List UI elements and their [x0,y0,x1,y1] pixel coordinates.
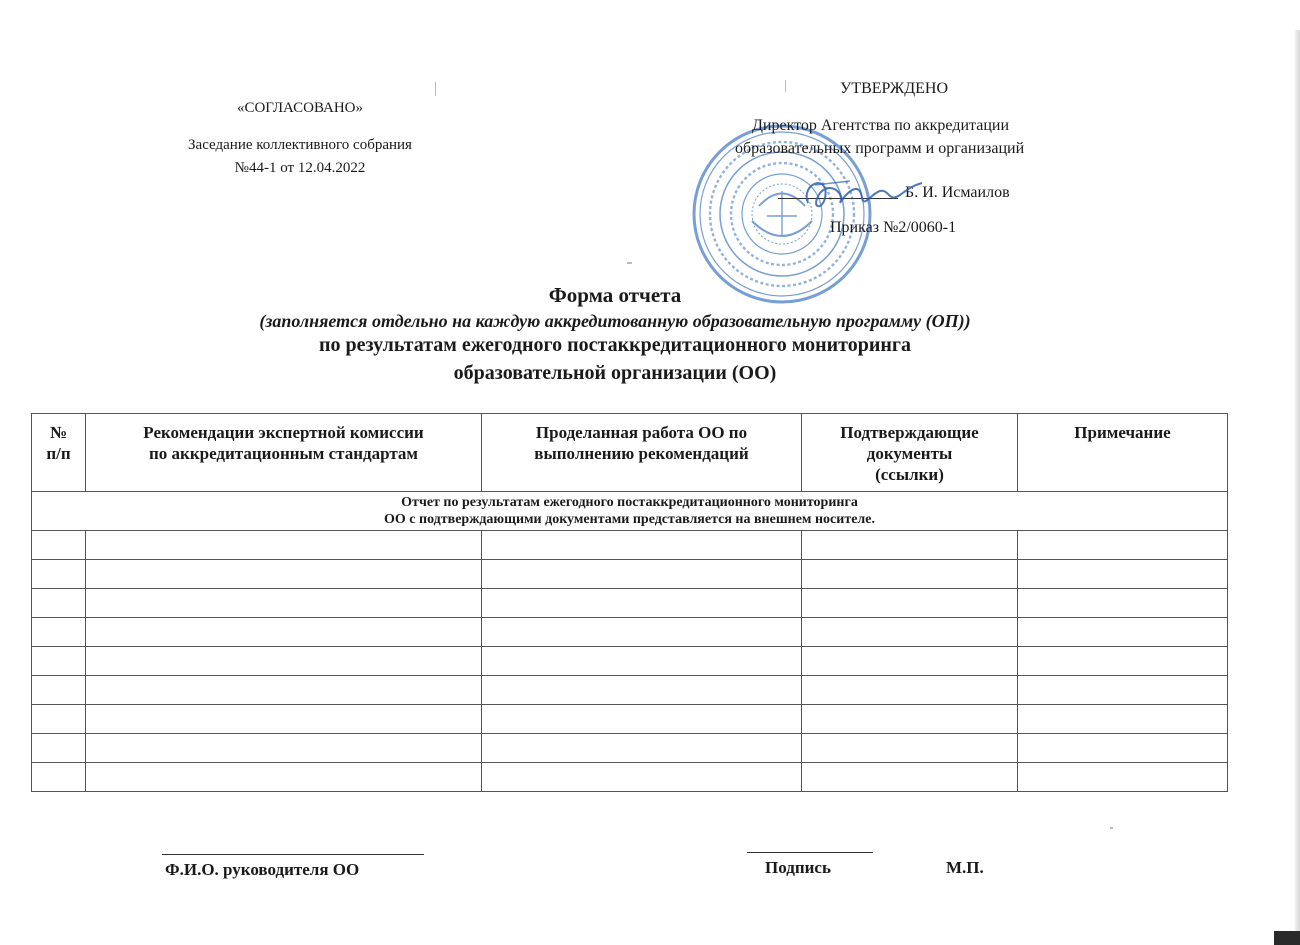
table-row [32,589,1228,618]
table-row [32,531,1228,560]
table-cell[interactable] [1018,560,1228,589]
table-cell[interactable] [32,647,86,676]
table-cell[interactable] [86,531,482,560]
header-number: № п/п [32,414,86,492]
approved-signatory-name: Б. И. Исмаилов [905,184,1010,201]
manager-name-label: Ф.И.О. руководителя ОО [165,860,360,879]
scan-mark [1110,827,1113,829]
table-cell[interactable] [802,763,1018,792]
agreed-meeting: Заседание коллективного собрания [188,137,412,153]
manager-name-line [162,854,424,855]
table-cell[interactable] [86,763,482,792]
table-cell[interactable] [1018,618,1228,647]
table-cell[interactable] [1018,734,1228,763]
signature-line [747,852,873,853]
header-notes: Примечание [1018,414,1228,492]
notice-row [32,492,1228,531]
scan-corner [1274,931,1300,945]
table-cell[interactable] [482,618,802,647]
table-cell[interactable] [86,676,482,705]
approved-title: УТВЕРЖДЕНО [840,80,949,97]
scan-mark [435,82,436,96]
table-cell[interactable] [32,531,86,560]
table-row [32,676,1228,705]
header-supporting-documents: Подтверждающие документы (ссылки) [802,414,1018,492]
table-row [32,705,1228,734]
approved-order-number: Приказ №2/0060-1 [830,219,957,236]
table-row [32,560,1228,589]
table-cell[interactable] [1018,589,1228,618]
approved-position: Директор Агентства по аккредитации [752,117,1009,134]
table-cell[interactable] [1018,676,1228,705]
table-cell[interactable] [86,647,482,676]
header-work-done: Проделанная работа ОО по выполнению рекомендаций [482,414,802,492]
table-cell[interactable] [32,618,86,647]
table-cell[interactable] [802,676,1018,705]
form-heading-line1: по результатам ежегодного постаккредитационного мониторинга [318,334,911,356]
table-cell[interactable] [32,705,86,734]
table-cell[interactable] [1018,763,1228,792]
table-cell[interactable] [32,589,86,618]
table-cell[interactable] [482,589,802,618]
scan-mark [627,262,632,264]
table-row [32,618,1228,647]
table-cell[interactable] [1018,647,1228,676]
table-cell[interactable] [802,618,1018,647]
signature-icon [790,163,930,223]
scan-mark [785,80,786,92]
table-cell[interactable] [482,676,802,705]
table-cell[interactable] [1018,531,1228,560]
agreed-title: «СОГЛАСОВАНО» [236,100,364,116]
table-cell[interactable] [86,705,482,734]
table-row [32,763,1228,792]
header-recommendations: Рекомендации экспертной комиссии по аккредитационным стандартам [86,414,482,492]
form-title: Форма отчета [548,283,682,307]
approved-agency: образовательных программ и организаций [735,140,1025,157]
table-cell[interactable] [32,676,86,705]
table-cell[interactable] [32,560,86,589]
table-cell[interactable] [802,531,1018,560]
report-table [31,413,1228,792]
signature-label: Подпись [765,858,831,877]
table-cell[interactable] [32,763,86,792]
table-cell[interactable] [802,705,1018,734]
table-cell[interactable] [482,531,802,560]
table-cell[interactable] [802,647,1018,676]
table-cell[interactable] [482,734,802,763]
seal-place-label: М.П. [946,858,984,877]
table-row [32,734,1228,763]
form-subtitle: (заполняется отдельно на каждую аккредитованную образовательную программу (ОП)) [259,311,971,331]
table-cell[interactable] [482,647,802,676]
table-cell[interactable] [86,618,482,647]
table-cell[interactable] [482,560,802,589]
table-cell[interactable] [86,560,482,589]
table-cell[interactable] [32,734,86,763]
scan-edge [1294,30,1300,945]
agreed-protocol: №44-1 от 12.04.2022 [234,160,366,176]
notice-cell: Отчет по результатам ежегодного постаккредитационного мониторинга ОО с подтверждающими документами представляется на внешнем носителе. [32,492,1228,531]
table-cell[interactable] [482,705,802,734]
table-row [32,647,1228,676]
table-cell[interactable] [482,763,802,792]
table-cell[interactable] [802,589,1018,618]
table-cell[interactable] [1018,705,1228,734]
table-cell[interactable] [86,589,482,618]
table-header-row [32,414,1228,492]
table-cell[interactable] [802,560,1018,589]
table-cell[interactable] [802,734,1018,763]
form-heading-line2: образовательной организации (ОО) [453,362,777,384]
table-cell[interactable] [86,734,482,763]
